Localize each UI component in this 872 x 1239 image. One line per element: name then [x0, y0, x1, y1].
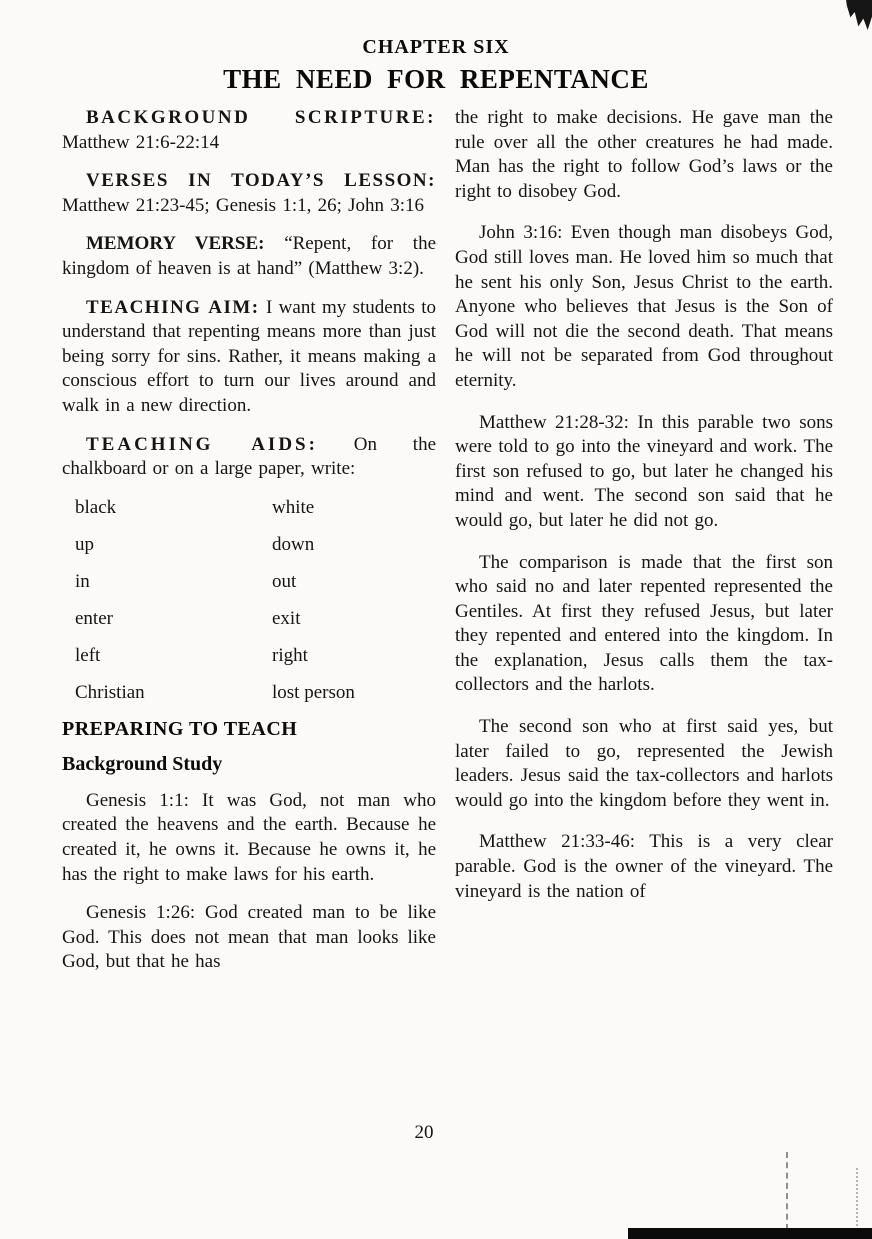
word-pair-row	[62, 607, 436, 631]
memory-verse-label: MEMORY VERSE:	[86, 233, 265, 255]
ink-blot-artifact	[836, 0, 872, 30]
word-pair-row	[62, 681, 436, 705]
section-teaching-aids	[62, 433, 436, 482]
verses-label: VERSES IN TODAY’S LESSON:	[86, 170, 436, 192]
page-number: 20	[414, 1122, 434, 1143]
section-background-scripture	[62, 106, 436, 155]
word-pair-left: enter	[75, 607, 113, 629]
paragraph-text: This is a very clear parable. God is the owner of the vineyard. The vineyard is the nation of	[455, 831, 833, 902]
right-column	[455, 106, 833, 921]
scripture-lead: Matthew 21:33-46:	[479, 831, 635, 853]
word-pair-row	[62, 570, 436, 594]
page-title: THE NEED FOR REPENTANCE	[223, 64, 649, 94]
teaching-aids-text: On the chalkboard or on a large paper, write:	[62, 433, 437, 480]
paragraph-text: The second son who at first said yes, but later failed to go, represented the Jewish leaders. Jesus said the tax-collectors and harlots would go into the kingdom before they went in.	[455, 716, 833, 811]
word-pair-left: Christian	[75, 681, 145, 703]
dotted-line-artifact	[856, 1168, 858, 1230]
teaching-aim-label: TEACHING AIM:	[86, 296, 260, 318]
section-teaching-aim	[62, 296, 436, 419]
preparing-to-teach-heading: PREPARING TO TEACH	[62, 717, 298, 740]
teaching-aim-text: I want my students to understand that repenting means more than just being sorry for sins. Rather, it means making a conscious effort to turn our lives around and walk in a new direction.	[62, 296, 436, 416]
word-pair-right: lost person	[272, 681, 355, 703]
memory-verse-text: “Repent, for the kingdom of heaven is at hand” (Matthew 3:2).	[62, 233, 436, 279]
chapter-label: CHAPTER SIX	[362, 36, 510, 58]
scripture-lead: Genesis 1:1:	[86, 789, 189, 811]
word-pair-left: left	[75, 644, 101, 666]
background-scripture-label: BACKGROUND SCRIPTURE:	[86, 107, 436, 128]
teaching-aids-label: TEACHING AIDS:	[86, 433, 318, 455]
chalkboard-word-pairs	[62, 496, 436, 705]
paragraph-text: Even though man disobeys God, God still loves man. He loved him so much that he sent his only Son, Jesus Christ to the earth. Anyone who believes that Jesus is the Son of God will not die the second death. That means he will not be separated from God throughout eternity.	[455, 222, 833, 391]
paragraph-text: In this parable two sons were told to go into the vineyard and work. The first son refused to go, but later he changed his mind and went. The second son said that he would go, but later he did not go.	[455, 411, 833, 531]
paragraph-matthew-21-33-46	[455, 830, 833, 904]
background-study-subheading: Background Study	[62, 752, 223, 775]
word-pair-right: down	[272, 533, 315, 555]
word-pair-right: exit	[272, 607, 301, 629]
scripture-lead: Genesis 1:26:	[86, 902, 196, 924]
word-pair-right: right	[272, 644, 308, 666]
word-pair-row	[62, 496, 436, 520]
scripture-lead: John 3:16:	[479, 222, 563, 244]
left-column	[62, 106, 436, 989]
word-pair-left: up	[75, 533, 94, 555]
word-pair-right: white	[272, 496, 315, 518]
section-verses-in-lesson	[62, 169, 436, 218]
scripture-lead: Matthew 21:28-32:	[479, 411, 629, 433]
paragraph-comparison	[455, 551, 833, 699]
paragraph-text: It was God, not man who created the heavens and the earth. Because he created it, he owns it. Because he owns it, he has the right to make laws for his earth.	[62, 789, 437, 885]
paragraph-text: The comparison is made that the first son who said no and later repented represented the Gentiles. At first they refused Jesus, but later they repented and entered into the kingdom. In the explanation, Jesus calls them the tax-collectors and the harlots.	[455, 551, 833, 696]
scan-edge-bar-artifact	[628, 1228, 872, 1239]
word-pair-row	[62, 533, 436, 557]
paragraph-matthew-21-28-32	[455, 411, 833, 534]
dashed-line-artifact	[786, 1152, 788, 1230]
paragraph-text: God created man to be like God. This does not mean that man looks like God, but that he has	[62, 902, 437, 973]
section-memory-verse	[62, 232, 436, 281]
paragraph-genesis-1-26	[62, 901, 436, 975]
background-scripture-text: Matthew 21:6-22:14	[62, 131, 220, 153]
word-pair-right: out	[272, 570, 297, 592]
verses-text: Matthew 21:23-45; Genesis 1:1, 26; John 3:16	[62, 194, 425, 216]
paragraph-continuation	[455, 106, 833, 204]
word-pair-row	[62, 644, 436, 668]
paragraph-genesis-1-1	[62, 789, 436, 887]
word-pair-left: in	[75, 570, 90, 592]
paragraph-text: the right to make decisions. He gave man the rule over all the other creatures he had made. Man has the right to follow God’s laws or the right to disobey God.	[455, 107, 833, 202]
word-pair-left: black	[75, 496, 117, 518]
paragraph-john-3-16	[455, 221, 833, 393]
paragraph-second-son	[455, 715, 833, 813]
